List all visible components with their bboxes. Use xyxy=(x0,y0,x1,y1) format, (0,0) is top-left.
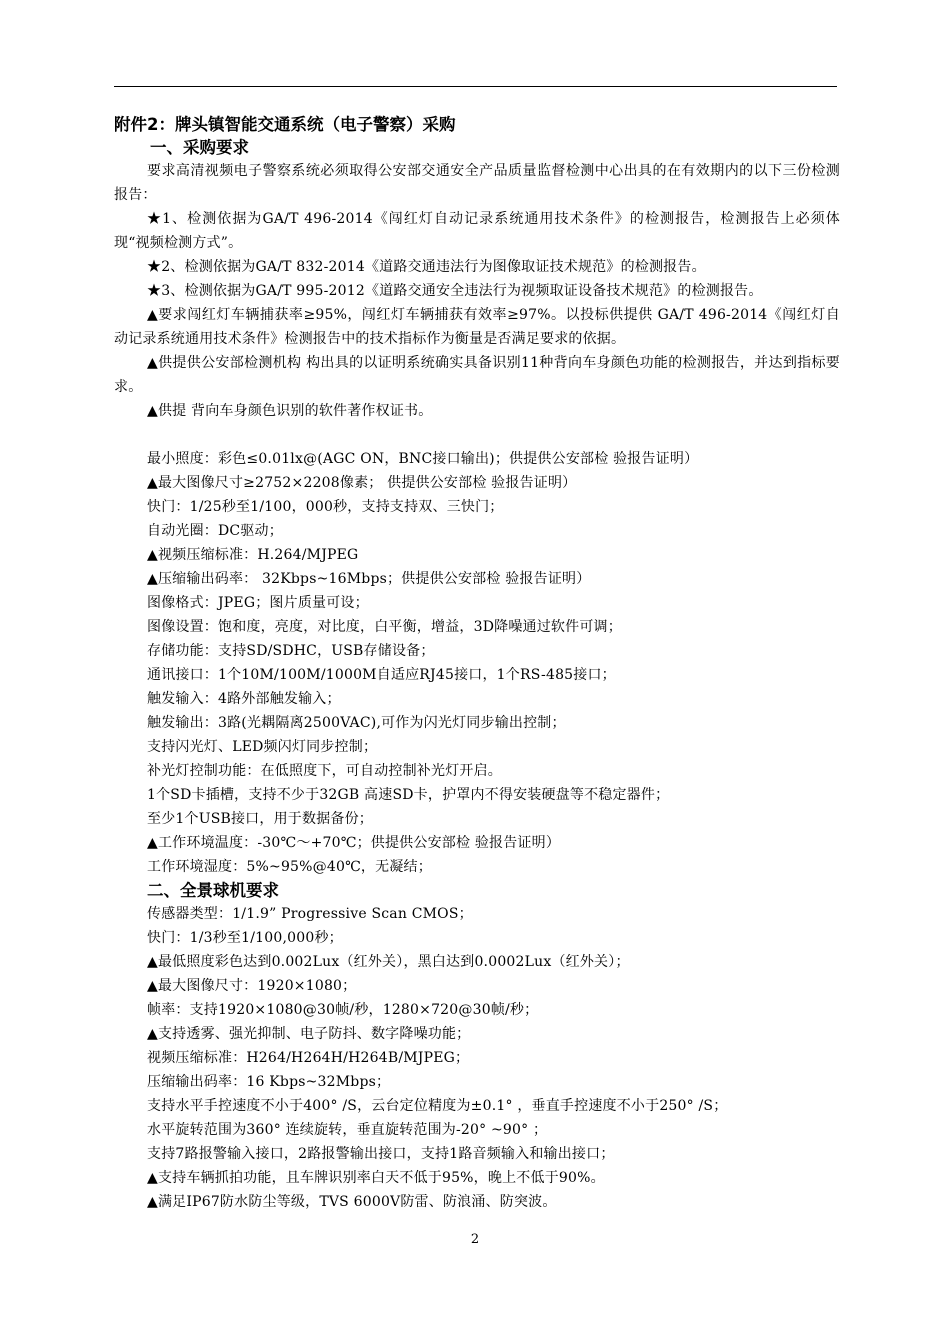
spec-line: 存储功能：支持SD/SDHC，USB存储设备； xyxy=(147,643,435,659)
spec-line: 图像格式：JPEG；图片质量可设； xyxy=(147,595,369,611)
paragraph: ▲要求闯红灯车辆捕获率≥95%，闯红灯车辆捕获有效率≥97%。以投标供提供 GA/T 496-2014《闯红灯自动记录系统通用技术条件》检测报告中的技术指标作为衡量是否满足要求的依据。 xyxy=(114,307,840,347)
spec-line: 工作环境湿度：5%~95%@40℃，无凝结； xyxy=(147,859,432,875)
spec-line: ▲视频压缩标准：H.264/MJPEG xyxy=(147,547,359,563)
spec-line: 传感器类型：1/1.9” Progressive Scan CMOS； xyxy=(147,906,473,922)
spec-line: 快门：1/3秒至1/100,000秒； xyxy=(147,930,343,946)
spec-line: 触发输入：4路外部触发输入； xyxy=(147,691,341,707)
spec-line: 至少1个USB接口，用于数据备份； xyxy=(147,811,373,827)
spec-line: ▲最大图像尺寸：1920×1080； xyxy=(147,978,357,994)
spec-line: 帧率：支持1920×1080@30帧/秒，1280×720@30帧/秒； xyxy=(147,1002,539,1018)
paragraph: ★3、检测依据为GA/T 995-2012《道路交通安全违法行为视频取证设备技术规范》的检测报告。 xyxy=(147,283,763,299)
spec-line: ▲满足IP67防水防尘等级，TVS 6000V防雷、防浪涌、防突波。 xyxy=(147,1194,557,1210)
spec-line: ▲最大图像尺寸≥2752×2208像素； 供提供公安部检 验报告证明） xyxy=(147,475,577,491)
spec-line: ▲最低照度彩色达到0.002Lux（红外关），黑白达到0.0002Lux（红外关）； xyxy=(147,954,630,970)
spec-line: ▲支持车辆抓拍功能，且车牌识别率白天不低于95%，晚上不低于90%。 xyxy=(147,1170,605,1186)
spec-line: 支持水平手控速度不小于400° /S，云台定位精度为±0.1° ，垂直手控速度不小于250° /S； xyxy=(147,1098,728,1114)
spec-line: 快门：1/25秒至1/100，000秒，支持支持双、三快门； xyxy=(147,499,504,515)
spec-line: 压缩输出码率：16 Kbps~32Mbps； xyxy=(147,1074,391,1090)
paragraph: ★1、检测依据为GA/T 496-2014《闯红灯自动记录系统通用技术条件》的检测报告，检测报告上必须体现“视频检测方式”。 xyxy=(114,211,840,251)
spec-line: 图像设置：饱和度，亮度，对比度，白平衡，增益，3D降噪通过软件可调； xyxy=(147,619,622,635)
section-heading-panoramic-dome: 二、全景球机要求 xyxy=(147,881,279,900)
paragraph: 要求高清视频电子警察系统必须取得公安部交通安全产品质量监督检测中心出具的在有效期内的以下三份检测报告： xyxy=(114,163,840,203)
spec-line: ▲支持透雾、强光抑制、电子防抖、数字降噪功能； xyxy=(147,1026,471,1042)
spec-line: 最小照度：彩色≤0.01lx@(AGC ON，BNC接口输出)；供提供公安部检 验报告证明） xyxy=(147,451,699,467)
spec-line: 1个SD卡插槽，支持不少于32GB 高速SD卡，护罩内不得安装硬盘等不稳定器件； xyxy=(147,787,670,803)
blank-line xyxy=(114,423,840,447)
spec-line: 支持7路报警输入接口，2路报警输出接口，支持1路音频输入和输出接口； xyxy=(147,1146,615,1162)
paragraph: ★2、检测依据为GA/T 832-2014《道路交通违法行为图像取证技术规范》的检测报告。 xyxy=(147,259,706,275)
spec-line: 补光灯控制功能：在低照度下，可自动控制补光灯开启。 xyxy=(147,763,502,779)
paragraph: ▲供提供公安部检测机构 构出具的以证明系统确实具备识别11种背向车身颜色功能的检测报告，并达到指标要求。 xyxy=(114,355,840,395)
spec-line: ▲工作环境温度：-30℃～+70℃；供提供公安部检 验报告证明） xyxy=(147,835,561,851)
spec-line: 通讯接口：1个10M/100M/1000M自适应RJ45接口，1个RS-485接口； xyxy=(147,667,616,683)
spec-line: 水平旋转范围为360° 连续旋转，垂直旋转范围为-20° ~90° ； xyxy=(147,1122,548,1138)
spec-line: 自动光圈：DC驱动； xyxy=(147,523,283,539)
spec-line: 支持闪光灯、LED频闪灯同步控制； xyxy=(147,739,378,755)
paragraph: ▲供提 背向车身颜色识别的软件著作权证书。 xyxy=(147,403,433,419)
spec-line: ▲压缩输出码率： 32Kbps~16Mbps；供提供公安部检 验报告证明） xyxy=(147,571,591,587)
document-title: 附件2：牌头镇智能交通系统（电子警察）采购 xyxy=(114,115,456,134)
spec-line: 触发输出：3路(光耦隔离2500VAC),可作为闪光灯同步输出控制； xyxy=(147,715,566,731)
header-rule xyxy=(114,86,837,87)
section-heading-procurement: 一、采购要求 xyxy=(150,138,249,157)
page-number: 2 xyxy=(470,1232,480,1247)
document-body xyxy=(114,113,840,1214)
spec-line: 视频压缩标准：H264/H264H/H264B/MJPEG； xyxy=(147,1050,470,1066)
